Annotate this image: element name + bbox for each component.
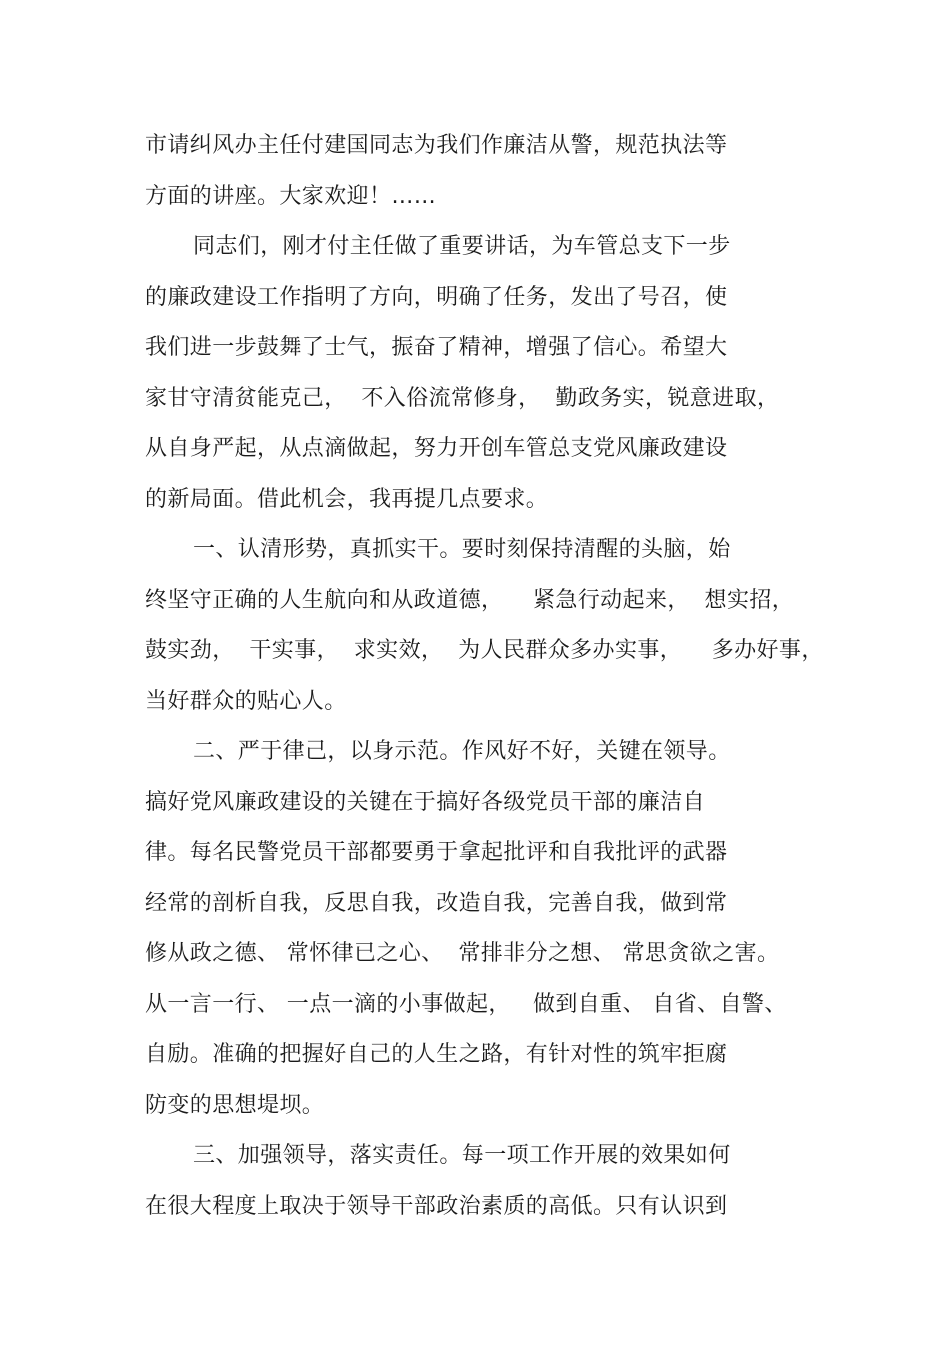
text-line: 终坚守正确的人生航向和从政道德， 紧急行动起来， 想实招，: [145, 587, 795, 613]
text-line: 搞好党风廉政建设的关键在于搞好各级党员干部的廉洁自: [145, 789, 706, 815]
text-line: 鼓实劲， 干实事， 求实效， 为人民群众多办实事， 多办好事，: [145, 638, 824, 663]
body-text: [145, 121, 825, 1232]
text-line: 的新局面。借此机会，我再提几点要求。: [145, 486, 549, 512]
text-line: 修从政之德、 常怀律已之心、 常排非分之想、 常思贪欲之害。: [145, 941, 780, 966]
text-line: 从自身严起，从点滴做起，努力开创车管总支党风廉政建设: [145, 436, 728, 461]
text-line: 市请纠风办主任付建国同志为我们作廉洁从警，规范执法等: [145, 133, 728, 158]
text-line: 自励。准确的把握好自己的人生之路，有针对性的筑牢拒腐: [145, 1042, 728, 1067]
paragraph-start-line: 一、认清形势，真抓实干。要时刻保持清醒的头脑，始: [193, 537, 731, 562]
text-line: 防变的思想堤坝。: [145, 1092, 325, 1118]
text-line: 我们进一步鼓舞了士气，振奋了精神，增强了信心。希望大: [145, 335, 728, 360]
paragraph-start-line: 二、严于律己，以身示范。作风好不好，关键在领导。: [193, 739, 731, 764]
paragraph-start-line: 同志们，刚才付主任做了重要讲话，为车管总支下一步: [193, 234, 731, 259]
paragraph-start-line: 三、加强领导，落实责任。每一项工作开展的效果如何: [193, 1143, 731, 1168]
text-line: 从一言一行、 一点一滴的小事做起， 做到自重、 自省、自警、: [145, 991, 787, 1017]
text-line: 方面的讲座。大家欢迎！……: [145, 183, 437, 209]
text-line: 家甘守清贫能克己， 不入俗流常修身， 勤政务实，锐意进取，: [145, 385, 780, 411]
text-line: 的廉政建设工作指明了方向，明确了任务，发出了号召，使: [145, 284, 728, 310]
text-line: 当好群众的贴心人。: [145, 688, 347, 714]
text-line: 在很大程度上取决于领导干部政治素质的高低。只有认识到: [145, 1193, 728, 1219]
text-line: 经常的剖析自我，反思自我，改造自我，完善自我，做到常: [145, 890, 728, 916]
text-line: 律。每名民警党员干部都要勇于拿起批评和自我批评的武器: [145, 840, 728, 865]
